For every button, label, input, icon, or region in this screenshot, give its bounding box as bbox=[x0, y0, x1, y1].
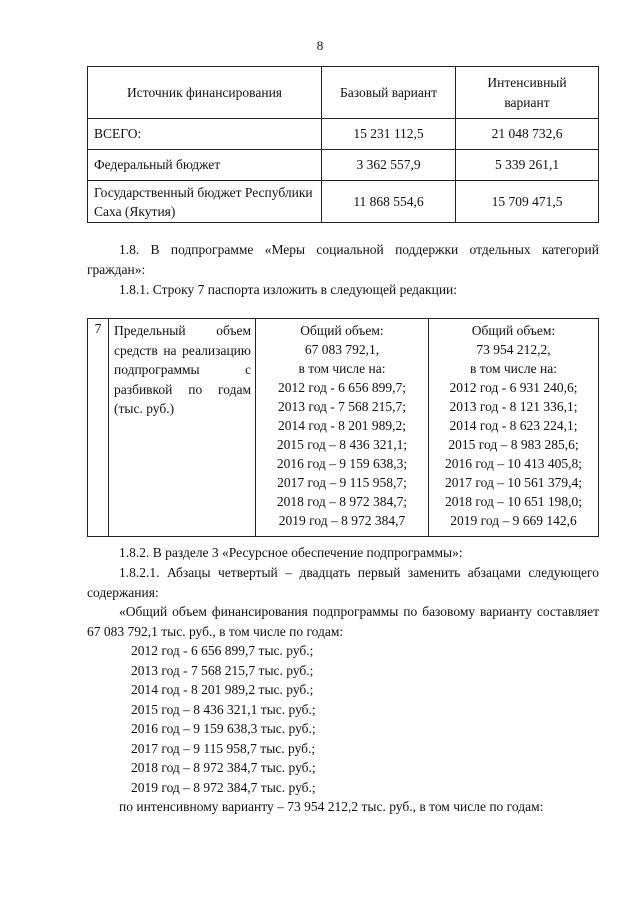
section-1-8-2-1: 1.8.2.1. Абзацы четвертый – двадцать первый заменить абзацами следующего содержания: bbox=[87, 565, 599, 600]
base-year: 2012 год - 6 656 899,7; bbox=[278, 380, 406, 395]
row-base: 11 868 554,6 bbox=[322, 181, 456, 223]
base-title: Общий объем: bbox=[300, 323, 384, 338]
list-item: 2016 год – 9 159 638,3 тыс. руб.; bbox=[131, 721, 316, 736]
list-item: 2019 год – 8 972 384,7 тыс. руб.; bbox=[131, 779, 316, 795]
intensive-column bbox=[429, 319, 599, 537]
base-including: в том числе на: bbox=[298, 361, 386, 376]
base-year: 2017 год – 9 115 958,7; bbox=[277, 475, 407, 490]
header-base: Базовый вариант bbox=[322, 67, 456, 119]
intensive-including: в том числе на: bbox=[470, 361, 557, 376]
intensive-intro: по интенсивному варианту – 73 954 212,2 тыс. руб., в том числе по годам: bbox=[119, 799, 544, 814]
row-source: Государственный бюджет Республики Саха (Якутия) bbox=[88, 181, 322, 223]
funding-table bbox=[87, 66, 599, 223]
table-header-row bbox=[88, 67, 599, 119]
base-year: 2014 год - 8 201 989,2; bbox=[278, 418, 406, 433]
base-year: 2013 год - 7 568 215,7; bbox=[278, 399, 406, 414]
list-item: 2014 год - 8 201 989,2 тыс. руб.; bbox=[131, 682, 314, 697]
base-year-list bbox=[87, 641, 599, 797]
list-item: 2018 год – 8 972 384,7 тыс. руб.; bbox=[131, 760, 316, 775]
section-1-8-2: 1.8.2. В разделе 3 «Ресурсное обеспечение подпрограммы»: bbox=[119, 545, 463, 560]
base-year: 2018 год – 8 972 384,7; bbox=[276, 494, 408, 509]
intensive-year: 2014 год - 8 623 224,1; bbox=[449, 418, 578, 433]
row-number: 7 bbox=[88, 319, 109, 537]
intensive-year: 2018 год – 10 651 198,0; bbox=[445, 494, 582, 509]
base-year: 2016 год – 9 159 638,3; bbox=[276, 456, 408, 471]
header-intensive: Интенсивный вариант bbox=[456, 67, 599, 119]
row-source: Федеральный бюджет bbox=[88, 150, 322, 181]
row-base: 3 362 557,9 bbox=[322, 150, 456, 181]
row-base: 15 231 112,5 bbox=[322, 119, 456, 150]
intensive-year: 2013 год - 8 121 336,1; bbox=[449, 399, 578, 414]
table-row bbox=[88, 150, 599, 181]
intensive-year: 2012 год - 6 931 240,6; bbox=[449, 380, 578, 395]
section-1-8: 1.8. В подпрограмме «Меры социальной поддержки отдельных категорий граждан»: bbox=[87, 242, 599, 277]
base-total: 67 083 792,1, bbox=[304, 342, 380, 357]
intensive-year: 2017 год – 10 561 379,4; bbox=[445, 475, 582, 490]
intensive-year: 2015 год – 8 983 285,6; bbox=[448, 437, 579, 452]
row-intensive: 21 048 732,6 bbox=[456, 119, 599, 150]
list-item: 2013 год - 7 568 215,7 тыс. руб.; bbox=[131, 662, 314, 678]
base-year: 2019 год – 8 972 384,7 bbox=[278, 513, 406, 528]
list-item: 2015 год – 8 436 321,1 тыс. руб.; bbox=[131, 701, 316, 717]
section-1-8-1: 1.8.1. Строку 7 паспорта изложить в следующей редакции: bbox=[119, 282, 458, 297]
list-item: 2017 год – 9 115 958,7 тыс. руб.; bbox=[131, 740, 316, 756]
quote-intro: «Общий объем финансирования подпрограммы по базовому варианту составляет 67 083 792,1 тыс. руб., в том числе по годам: bbox=[87, 604, 599, 639]
table-row bbox=[88, 119, 599, 150]
row-description: Предельный объем средств на реализацию подпрограммы с разбивкой по годам (тыс. руб.) bbox=[109, 319, 256, 537]
table-row bbox=[88, 181, 599, 223]
list-item: 2012 год - 6 656 899,7 тыс. руб.; bbox=[131, 643, 314, 658]
row-intensive: 5 339 261,1 bbox=[456, 150, 599, 181]
page-number: 8 bbox=[316, 38, 324, 53]
table-row bbox=[88, 319, 599, 537]
base-year: 2015 год – 8 436 321,1; bbox=[276, 437, 408, 452]
intensive-year: 2019 год – 9 669 142,6 bbox=[450, 513, 577, 528]
header-source: Источник финансирования bbox=[88, 67, 322, 119]
row-intensive: 15 709 471,5 bbox=[456, 181, 599, 223]
row-source: ВСЕГО: bbox=[88, 119, 322, 150]
intensive-title: Общий объем: bbox=[471, 323, 556, 338]
intensive-total: 73 954 212,2, bbox=[476, 342, 551, 357]
passport-table bbox=[87, 318, 599, 537]
intensive-year: 2016 год – 10 413 405,8; bbox=[445, 456, 582, 471]
base-column bbox=[256, 319, 429, 537]
